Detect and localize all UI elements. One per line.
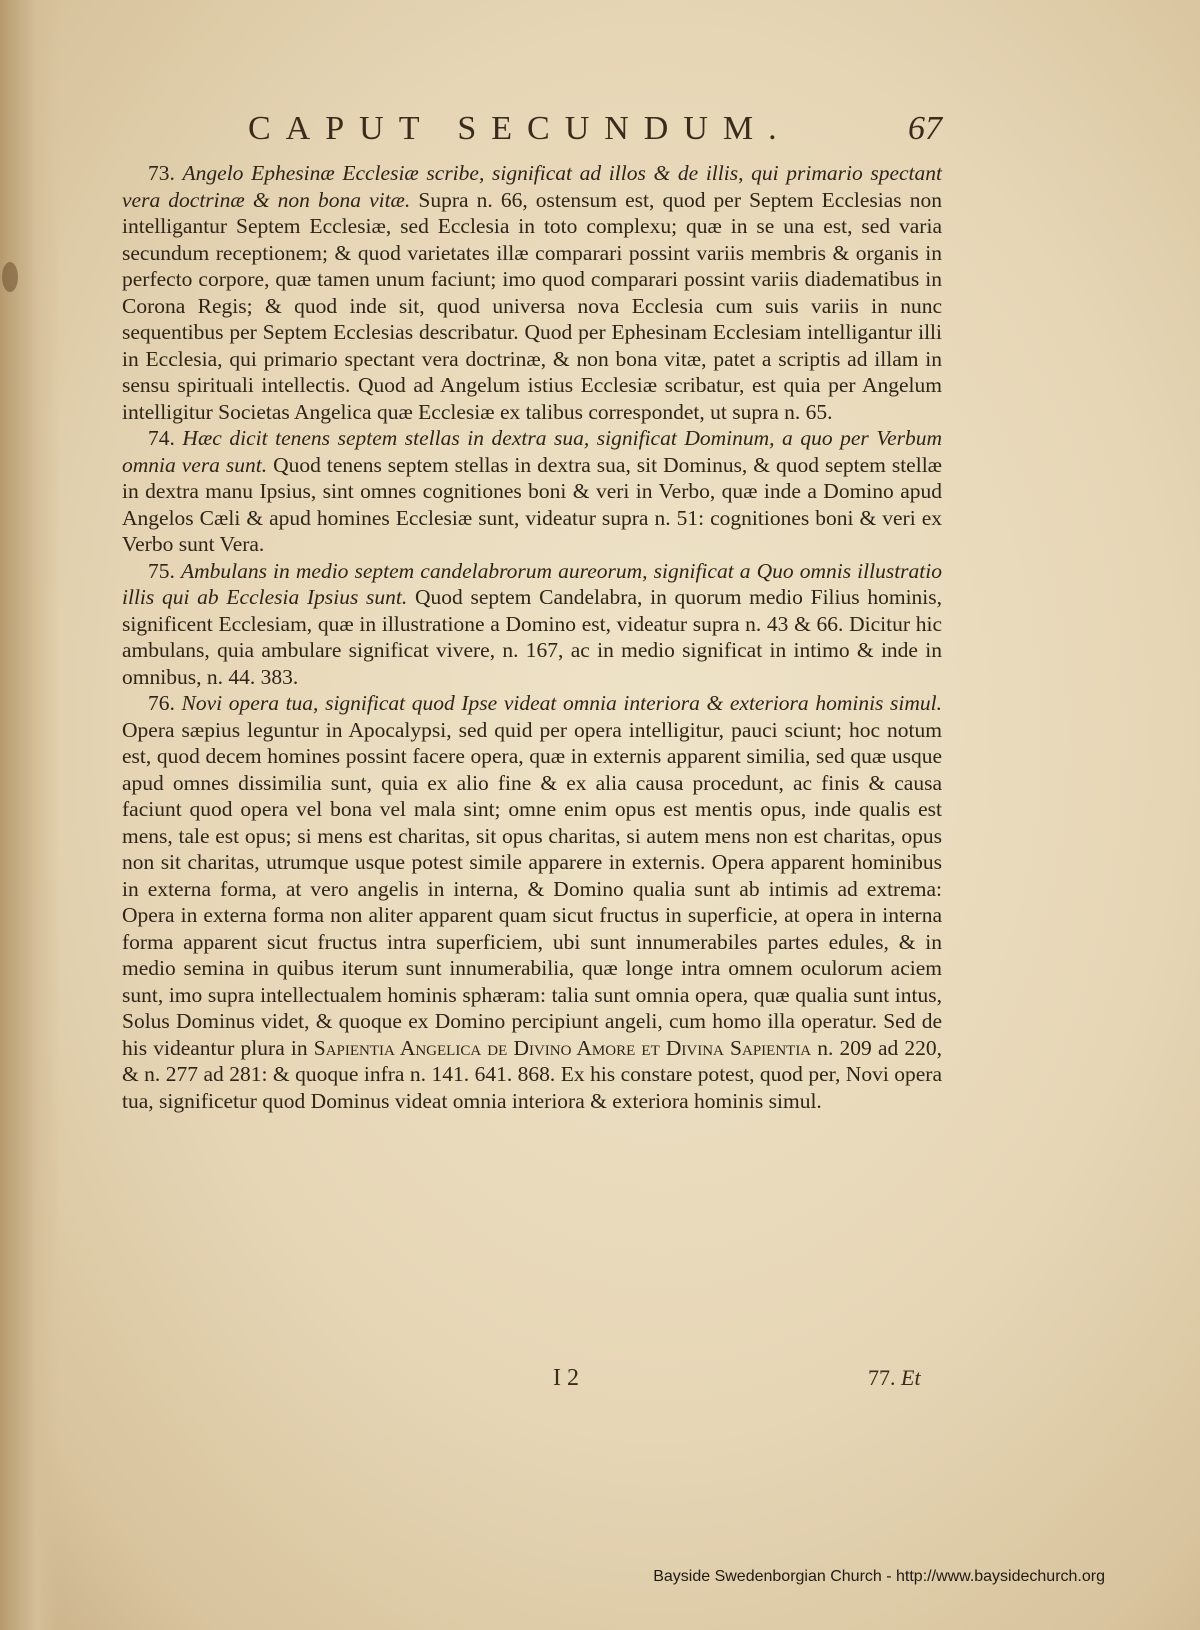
page-number: 67 — [908, 110, 942, 147]
section-number: 75. — [148, 558, 175, 583]
running-title: CAPUT SECUNDUM. — [248, 110, 792, 147]
catchword — [868, 1365, 921, 1391]
section-lemma: Ambulans in medio septem candelabrorum aureorum, significat a Quo omnis illustratio illis qui ab Ecclesia Ipsius sunt. — [122, 558, 942, 609]
section-body-end: n. 209 ad 220, & n. 277 ad 281: & quoque infra n. 141. 641. 868. Ex his constare potest, quod per, Novi opera tua, significetur quod Dominus videat omnia interiora & exteriora hominis simul. — [122, 1035, 943, 1113]
section-body: Opera sæpius leguntur in Apocalypsi, sed quid per opera intelligitur, pauci sciunt; hoc notum est, quod decem homines possint facere opera, quæ in externis apparent similia, sed quæ usque apud omnes dissimilia sunt, quia ex alio fine & ex alia causa procedunt, ac finis & causa faciunt quod opera vel bona vel mala sint; omne enim opus est mentis opus, inde qualis est mens, tale est opus; si mens est charitas, sit opus charitas, si autem mens non est charitas, opus non sit charitas, utrumque usque potest simile apparere in externis. Opera apparent hominibus in externa forma, at vero angelis in interna, & Domino qualia sunt ab intimis ad extrema: Opera in externa forma non aliter apparent quam sicut fructus in superficie, at opera in interna forma apparent sicut fructus intra superficiem, ubi sunt innumerabiles partes edules, & in medio semina in quibus iterum sunt innumerabilia, quæ longe intra omnem oculorum aciem sunt, imo supra intellectualem hominis sphæram: talia sunt omnia opera, quæ qualia sunt intus, Solus Dominus videt, & quoque ex Domino percipiunt angeli, cum homo illa operatur. Sed de his videantur plura in — [122, 717, 942, 1060]
section-75 — [122, 558, 942, 691]
section-lemma: Hæc dicit tenens septem stellas in dextra sua, significat Dominum, a quo per Verbum omnia vera sunt. — [122, 426, 943, 477]
section-number: 76. — [148, 691, 175, 715]
section-number: 73. — [148, 161, 175, 185]
catchword-number: 77. — [868, 1365, 896, 1390]
section-body: Quod tenens septem stellas in dextra sua, sit Dominus, & quod septem stellæ in dextra manu Ipsius, sint omnes cognitiones boni & veri in Verbo, quæ inde a Domino apud Angelos Cæli & apud homines Ecclesiæ sunt, videatur supra n. 51: cognitiones boni & veri ex Verbo sunt Vera. — [122, 452, 943, 556]
catchword-word: Et — [901, 1365, 921, 1390]
section-73 — [122, 160, 942, 425]
ink-stain — [2, 262, 18, 292]
watermark-credit: Bayside Swedenborgian Church - http://www.baysidechurch.org — [653, 1568, 1105, 1585]
section-number: 74. — [148, 426, 175, 450]
page-gutter — [0, 0, 60, 1630]
section-lemma: Novi opera tua, significat quod Ipse videat omnia interiora & exteriora hominis simul. — [181, 691, 943, 715]
book-reference-title: Sapientia Angelica de Divino Amore et Divina Sapientia — [313, 1035, 812, 1060]
section-lemma: Angelo Ephesinæ Ecclesiæ scribe, significat ad illos & de illis, qui primario spectant vera doctrinæ & non bona vitæ. — [122, 161, 942, 212]
running-header — [0, 110, 1200, 160]
section-body: Supra n. 66, ostensum est, quod per Septem Ecclesias non intelligantur Septem Ecclesiæ, sed Ecclesia in toto complexu; quæ in se una est, sed varia secundum receptionem; & quod varietates illæ comparari possint variis membris & organis in perfecto corpore, quæ tamen unum faciunt; imo quod comparari possint variis diadematibus in Corona Regis; & quod inde sit, quod universa nova Ecclesia cum suis variis in nunc sequentibus per Septem Ecclesias describatur. Quod per Ephesinam Ecclesiam intelligantur illi in Ecclesia, qui primario spectant vera doctrinæ, & non bona vitæ, patet a scriptis ad illam in sensu spirituali intellectis. Quod ad Angelum istius Ecclesiæ scribatur, est quia per Angelum intelligitur Societas Angelica quæ Ecclesiæ ex talibus correspondet, ut supra n. 65. — [122, 187, 942, 424]
section-body: Quod septem Candelabra, in quorum medio Filius hominis, significent Ecclesiam, quæ in illustratione a Domino est, videatur supra n. 43 & 66. Dicitur hic ambulans, quia ambulare significat vivere, n. 167, ac in medio significat in intimo & inde in omnibus, n. 44. 383. — [122, 585, 943, 689]
section-76 — [122, 690, 942, 1114]
body-text — [122, 160, 942, 1114]
section-74 — [122, 425, 942, 558]
signature-mark: I 2 — [553, 1365, 579, 1391]
